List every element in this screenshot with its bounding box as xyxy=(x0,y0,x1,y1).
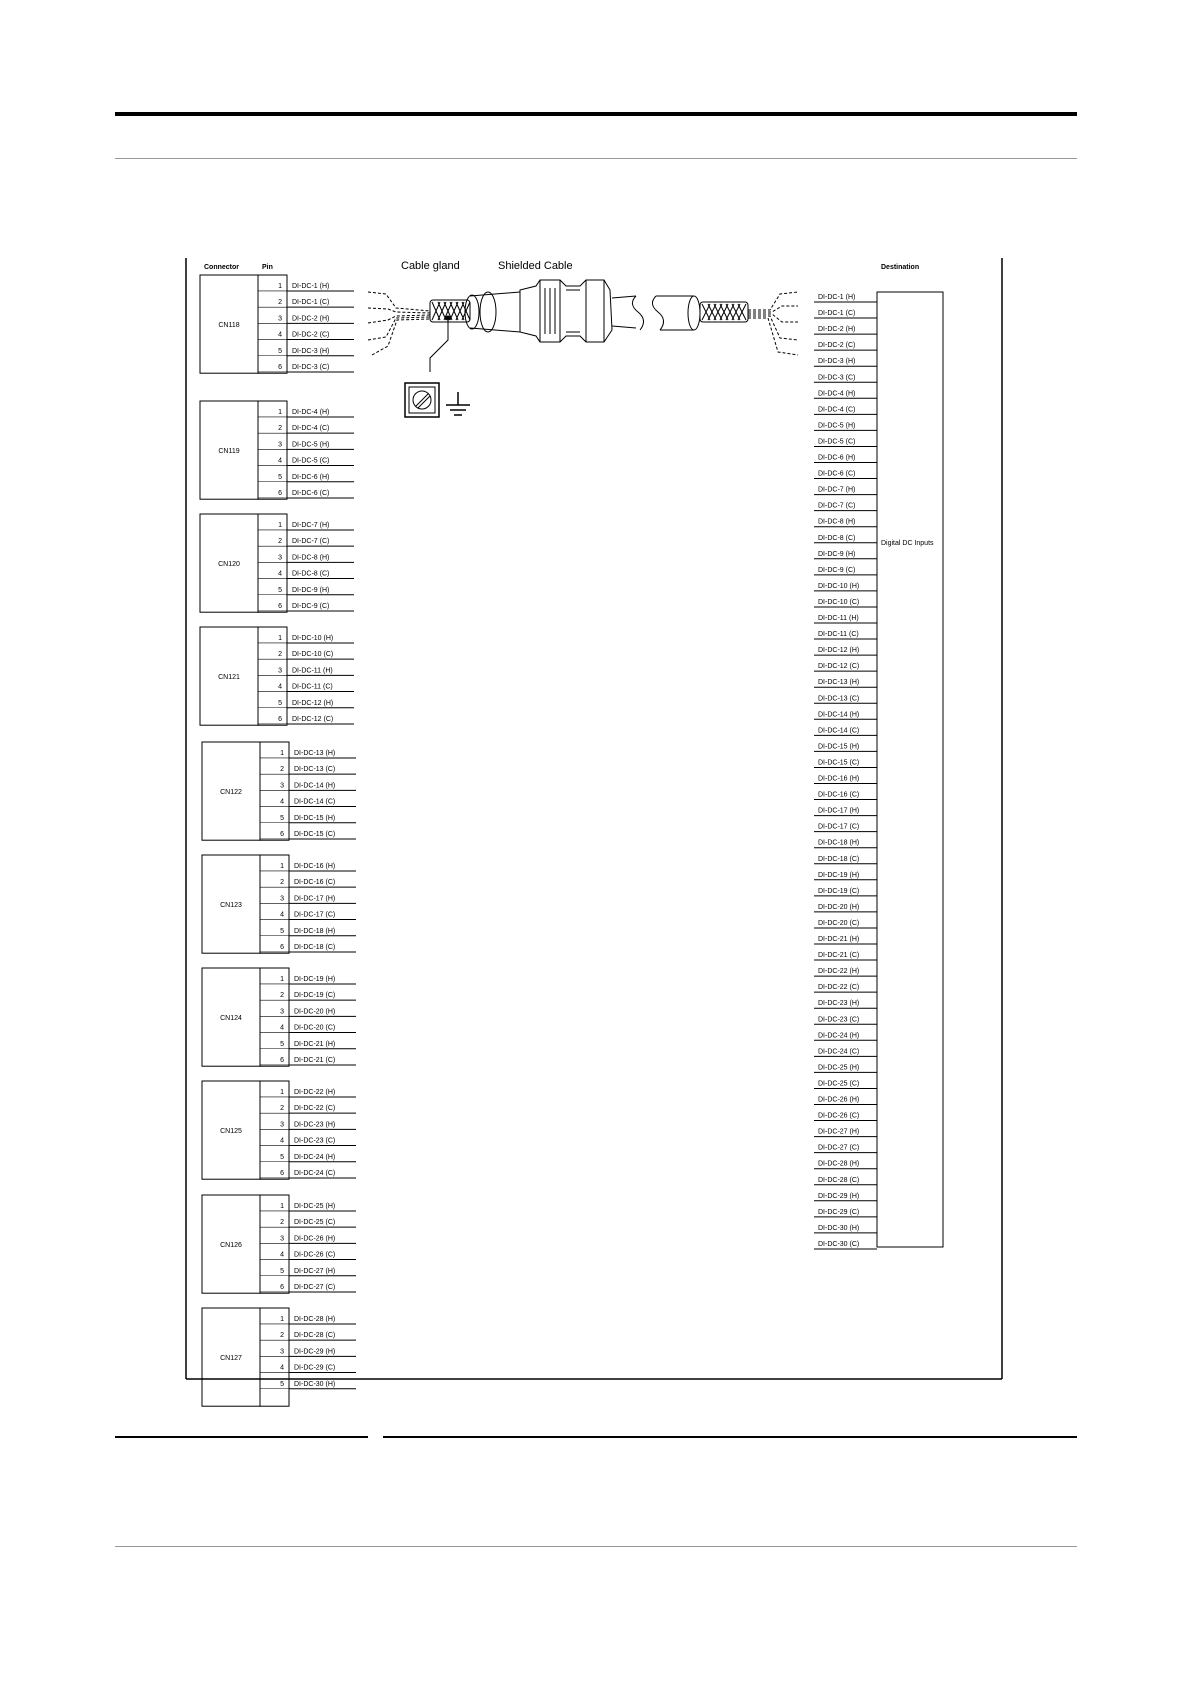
pin-signal: DI-DC-29 (C) xyxy=(294,1364,336,1372)
pin-signal: DI-DC-29 (H) xyxy=(294,1348,336,1356)
destination-signal: DI-DC-16 (C) xyxy=(818,791,860,799)
destination-signal: DI-DC-12 (C) xyxy=(818,663,860,671)
pin-signal: DI-DC-23 (H) xyxy=(294,1121,336,1129)
pin-signal: DI-DC-16 (H) xyxy=(294,862,336,870)
destination-signal: DI-DC-27 (C) xyxy=(818,1144,860,1152)
destination-signal: DI-DC-10 (C) xyxy=(818,598,860,606)
pin-signal: DI-DC-22 (H) xyxy=(294,1088,336,1096)
pin-signal: DI-DC-15 (C) xyxy=(294,830,336,838)
pin-signal: DI-DC-6 (H) xyxy=(292,473,330,481)
pin-number: 1 xyxy=(280,862,284,870)
connector-name: CN119 xyxy=(218,448,240,456)
connector-cn124 xyxy=(202,968,356,1066)
pin-signal: DI-DC-20 (C) xyxy=(294,1024,336,1032)
cable-break xyxy=(632,296,643,330)
destination-signal: DI-DC-7 (H) xyxy=(818,486,856,494)
earth-terminal xyxy=(405,383,439,417)
pin-number: 6 xyxy=(278,602,282,610)
destination-signal: DI-DC-28 (H) xyxy=(818,1160,860,1168)
pin-number: 4 xyxy=(278,331,282,339)
connector-name: CN123 xyxy=(220,902,242,910)
pin-number: 5 xyxy=(280,1153,284,1161)
pin-number: 2 xyxy=(278,651,282,659)
destination-signal: DI-DC-11 (C) xyxy=(818,631,859,639)
pin-number: 3 xyxy=(280,1008,284,1016)
connector-cn127 xyxy=(202,1308,356,1406)
destination-signal: DI-DC-13 (H) xyxy=(818,679,860,687)
pin-signal: DI-DC-10 (C) xyxy=(292,651,334,659)
destination-signal: DI-DC-5 (C) xyxy=(818,438,856,446)
pin-number: 4 xyxy=(280,798,284,806)
destination-signal: DI-DC-19 (C) xyxy=(818,887,860,895)
pin-number: 2 xyxy=(280,766,284,774)
pin-signal: DI-DC-14 (C) xyxy=(294,798,336,806)
pin-signal: DI-DC-4 (C) xyxy=(292,425,330,433)
pin-column xyxy=(258,275,287,373)
destination-header: Destination xyxy=(881,264,920,271)
pin-signal: DI-DC-8 (C) xyxy=(292,570,330,578)
destination-signal: DI-DC-13 (C) xyxy=(818,695,860,703)
destination-signal: DI-DC-14 (C) xyxy=(818,727,860,735)
pin-number: 5 xyxy=(278,699,282,707)
destination-signal: DI-DC-21 (C) xyxy=(818,952,860,960)
pin-signal: DI-DC-14 (H) xyxy=(294,782,336,790)
pin-number: 1 xyxy=(280,975,284,983)
destination-signal: DI-DC-28 (C) xyxy=(818,1176,860,1184)
pin-signal: DI-DC-22 (C) xyxy=(294,1105,336,1113)
pin-signal: DI-DC-6 (C) xyxy=(292,489,330,497)
connector-name: CN120 xyxy=(218,561,240,569)
pin-number: 1 xyxy=(280,1315,284,1323)
pin-number: 2 xyxy=(280,1219,284,1227)
connector-name: CN121 xyxy=(218,674,240,682)
destination-signal: DI-DC-10 (H) xyxy=(818,582,860,590)
connector-cn120 xyxy=(200,514,354,612)
pin-number: 3 xyxy=(280,782,284,790)
pin-number: 1 xyxy=(280,1088,284,1096)
cable-gland-body xyxy=(520,280,612,342)
pin-number: 2 xyxy=(280,992,284,1000)
destination-signal: DI-DC-9 (C) xyxy=(818,566,856,574)
pin-signal: DI-DC-7 (H) xyxy=(292,521,330,529)
destination-signal: DI-DC-22 (H) xyxy=(818,968,860,976)
destination-label: Digital DC Inputs xyxy=(881,540,934,547)
pin-signal: DI-DC-12 (H) xyxy=(292,699,334,707)
pin-column xyxy=(260,968,289,1066)
pin-signal: DI-DC-1 (H) xyxy=(292,282,330,290)
pin-signal: DI-DC-5 (C) xyxy=(292,457,330,465)
destination-signal: DI-DC-5 (H) xyxy=(818,422,856,430)
pin-signal: DI-DC-11 (C) xyxy=(292,683,333,691)
pin-signal: DI-DC-1 (C) xyxy=(292,299,330,307)
destination-signal: DI-DC-26 (H) xyxy=(818,1096,860,1104)
pin-signal: DI-DC-16 (C) xyxy=(294,879,336,887)
pin-number: 4 xyxy=(278,570,282,578)
pin-number: 3 xyxy=(280,1348,284,1356)
destination-signal: DI-DC-23 (C) xyxy=(818,1016,860,1024)
destination-signal: DI-DC-14 (H) xyxy=(818,711,860,719)
destination-signal: DI-DC-11 (H) xyxy=(818,615,859,622)
destination-signal: DI-DC-7 (C) xyxy=(818,502,856,510)
destination-signal: DI-DC-4 (C) xyxy=(818,406,856,414)
pin-signal: DI-DC-27 (C) xyxy=(294,1283,336,1291)
pin-signal: DI-DC-9 (C) xyxy=(292,602,330,610)
pin-number: 6 xyxy=(280,943,284,951)
pin-number: 3 xyxy=(278,315,282,323)
pin-signal: DI-DC-3 (C) xyxy=(292,363,330,371)
pin-signal: DI-DC-13 (C) xyxy=(294,766,336,774)
pin-signal: DI-DC-26 (H) xyxy=(294,1235,336,1243)
pin-signal: DI-DC-15 (H) xyxy=(294,814,336,822)
pin-signal: DI-DC-7 (C) xyxy=(292,538,330,546)
pin-number: 5 xyxy=(280,1040,284,1048)
left-wire-stubs xyxy=(368,292,430,355)
destination-signal: DI-DC-20 (H) xyxy=(818,903,860,911)
destination-signal: DI-DC-12 (H) xyxy=(818,647,860,655)
pin-number: 1 xyxy=(278,521,282,529)
connector-name: CN127 xyxy=(220,1355,242,1363)
destination-signal: DI-DC-29 (C) xyxy=(818,1208,860,1216)
destination-signal: DI-DC-15 (H) xyxy=(818,743,860,751)
pin-signal: DI-DC-26 (C) xyxy=(294,1251,336,1259)
connector-cn122 xyxy=(202,742,356,840)
connector-name: CN124 xyxy=(220,1015,242,1023)
cable-jacket-left xyxy=(470,292,520,332)
connector-name: CN118 xyxy=(218,322,240,330)
right-wire-stubs xyxy=(748,292,798,355)
pin-number: 6 xyxy=(280,1169,284,1177)
destination-signal: DI-DC-18 (H) xyxy=(818,839,860,847)
pin-column xyxy=(260,742,289,840)
destination-signal: DI-DC-9 (H) xyxy=(818,550,856,558)
destination-signal: DI-DC-17 (C) xyxy=(818,823,860,831)
connector-name: CN126 xyxy=(220,1242,242,1250)
connector-blocks xyxy=(200,275,356,1406)
pin-number: 2 xyxy=(280,879,284,887)
destination-signal: DI-DC-20 (C) xyxy=(818,919,860,927)
destination-signal: DI-DC-26 (C) xyxy=(818,1112,860,1120)
pin-number: 1 xyxy=(278,634,282,642)
destination-signal: DI-DC-27 (H) xyxy=(818,1128,860,1136)
pin-number: 5 xyxy=(280,814,284,822)
destination-signal: DI-DC-2 (C) xyxy=(818,342,856,350)
pin-signal: DI-DC-27 (H) xyxy=(294,1267,336,1275)
pin-signal: DI-DC-28 (H) xyxy=(294,1315,336,1323)
pin-signal: DI-DC-2 (C) xyxy=(292,331,330,339)
destination-signal: DI-DC-4 (H) xyxy=(818,390,856,398)
destination-signal: DI-DC-24 (C) xyxy=(818,1048,860,1056)
pin-column xyxy=(258,401,287,499)
pin-column xyxy=(260,1308,289,1406)
destination-signal: DI-DC-24 (H) xyxy=(818,1032,860,1040)
destination-signal: DI-DC-3 (C) xyxy=(818,374,856,382)
pin-number: 2 xyxy=(280,1105,284,1113)
pin-signal: DI-DC-3 (H) xyxy=(292,347,330,355)
pin-number: 5 xyxy=(278,586,282,594)
destination-signal: DI-DC-6 (C) xyxy=(818,470,856,478)
pin-column xyxy=(260,1195,289,1293)
pin-number: 5 xyxy=(280,1380,284,1388)
connector-cn123 xyxy=(202,855,356,953)
connector-header: Connector xyxy=(204,264,239,271)
pin-number: 2 xyxy=(278,425,282,433)
pin-number: 6 xyxy=(280,830,284,838)
pin-column xyxy=(258,627,287,725)
connector-name: CN125 xyxy=(220,1128,242,1136)
pin-number: 4 xyxy=(278,683,282,691)
destination-signal: DI-DC-25 (H) xyxy=(818,1064,860,1072)
shielded-cable-label: Shielded Cable xyxy=(498,260,573,272)
pin-number: 3 xyxy=(280,1121,284,1129)
pin-column xyxy=(260,1081,289,1179)
pin-signal: DI-DC-18 (C) xyxy=(294,943,336,951)
pin-number: 2 xyxy=(278,299,282,307)
pin-number: 2 xyxy=(278,538,282,546)
pin-number: 3 xyxy=(278,441,282,449)
pin-number: 6 xyxy=(280,1283,284,1291)
destination-signal: DI-DC-30 (H) xyxy=(818,1224,860,1232)
pin-number: 4 xyxy=(280,1364,284,1372)
pin-signal: DI-DC-17 (C) xyxy=(294,911,336,919)
pin-number: 4 xyxy=(280,1024,284,1032)
pin-signal: DI-DC-25 (C) xyxy=(294,1219,336,1227)
cable-gland-label: Cable gland xyxy=(401,260,460,272)
pin-signal: DI-DC-12 (C) xyxy=(292,715,334,723)
destination-block xyxy=(877,292,943,1247)
pin-signal: DI-DC-21 (C) xyxy=(294,1056,336,1064)
pin-number: 1 xyxy=(278,282,282,290)
pin-number: 3 xyxy=(280,1235,284,1243)
connector-cn126 xyxy=(202,1195,356,1293)
pin-signal: DI-DC-19 (C) xyxy=(294,992,336,1000)
destination-signal: DI-DC-29 (H) xyxy=(818,1192,860,1200)
pin-signal: DI-DC-11 (H) xyxy=(292,667,333,675)
ground-icon xyxy=(446,392,470,415)
pin-signal: DI-DC-4 (H) xyxy=(292,408,330,416)
pin-signal: DI-DC-18 (H) xyxy=(294,927,336,935)
destination-terminals xyxy=(814,292,943,1249)
destination-signal: DI-DC-2 (H) xyxy=(818,326,856,334)
pin-number: 4 xyxy=(280,911,284,919)
pin-number: 4 xyxy=(278,457,282,465)
destination-signal: DI-DC-3 (H) xyxy=(818,358,856,366)
pin-number: 1 xyxy=(280,749,284,757)
pin-column xyxy=(260,855,289,953)
pin-number: 6 xyxy=(278,363,282,371)
pin-signal: DI-DC-25 (H) xyxy=(294,1202,336,1210)
pin-number: 3 xyxy=(278,554,282,562)
connector-cn125 xyxy=(202,1081,356,1179)
pin-number: 6 xyxy=(278,715,282,723)
pin-signal: DI-DC-8 (H) xyxy=(292,554,330,562)
drain-wire xyxy=(430,318,448,372)
destination-signal: DI-DC-1 (C) xyxy=(818,310,856,318)
pin-signal: DI-DC-19 (H) xyxy=(294,975,336,983)
destination-signal: DI-DC-6 (H) xyxy=(818,454,856,462)
connector-cn118 xyxy=(200,275,354,373)
destination-signal: DI-DC-25 (C) xyxy=(818,1080,860,1088)
pin-signal: DI-DC-10 (H) xyxy=(292,634,334,642)
pin-signal: DI-DC-21 (H) xyxy=(294,1040,336,1048)
pin-signal: DI-DC-5 (H) xyxy=(292,441,330,449)
destination-signal: DI-DC-17 (H) xyxy=(818,807,860,815)
pin-signal: DI-DC-2 (H) xyxy=(292,315,330,323)
shielded-cable-illustration xyxy=(368,280,798,372)
pin-signal: DI-DC-23 (C) xyxy=(294,1137,336,1145)
pin-signal: DI-DC-24 (H) xyxy=(294,1153,336,1161)
pin-number: 1 xyxy=(278,408,282,416)
destination-signal: DI-DC-8 (H) xyxy=(818,518,856,526)
destination-signal: DI-DC-1 (H) xyxy=(818,294,856,301)
pin-number: 3 xyxy=(280,895,284,903)
destination-signal: DI-DC-23 (H) xyxy=(818,1000,860,1008)
pin-number: 3 xyxy=(278,667,282,675)
pin-number: 6 xyxy=(278,489,282,497)
pin-number: 5 xyxy=(278,347,282,355)
destination-signal: DI-DC-15 (C) xyxy=(818,759,860,767)
pin-signal: DI-DC-20 (H) xyxy=(294,1008,336,1016)
pin-number: 6 xyxy=(280,1056,284,1064)
destination-signal: DI-DC-21 (H) xyxy=(818,936,860,943)
destination-signal: DI-DC-18 (C) xyxy=(818,855,860,863)
pin-signal: DI-DC-17 (H) xyxy=(294,895,336,903)
destination-signal: DI-DC-19 (H) xyxy=(818,871,860,879)
pin-signal: DI-DC-28 (C) xyxy=(294,1332,336,1340)
destination-signal: DI-DC-16 (H) xyxy=(818,775,860,783)
pin-signal: DI-DC-24 (C) xyxy=(294,1169,336,1177)
pin-number: 5 xyxy=(278,473,282,481)
pin-signal: DI-DC-30 (H) xyxy=(294,1380,336,1388)
connector-cn121 xyxy=(200,627,354,725)
pin-column xyxy=(258,514,287,612)
pin-number: 1 xyxy=(280,1202,284,1210)
pin-number: 4 xyxy=(280,1137,284,1145)
pin-header: Pin xyxy=(262,264,273,271)
destination-signal: DI-DC-8 (C) xyxy=(818,534,856,542)
pin-number: 5 xyxy=(280,927,284,935)
destination-signal: DI-DC-30 (C) xyxy=(818,1240,860,1248)
connector-cn119 xyxy=(200,401,354,499)
pin-number: 4 xyxy=(280,1251,284,1259)
pin-number: 5 xyxy=(280,1267,284,1275)
pin-signal: DI-DC-13 (H) xyxy=(294,749,336,757)
connector-name: CN122 xyxy=(220,789,242,797)
pin-signal: DI-DC-9 (H) xyxy=(292,586,330,594)
pin-number: 2 xyxy=(280,1332,284,1340)
destination-signal: DI-DC-22 (C) xyxy=(818,984,860,992)
